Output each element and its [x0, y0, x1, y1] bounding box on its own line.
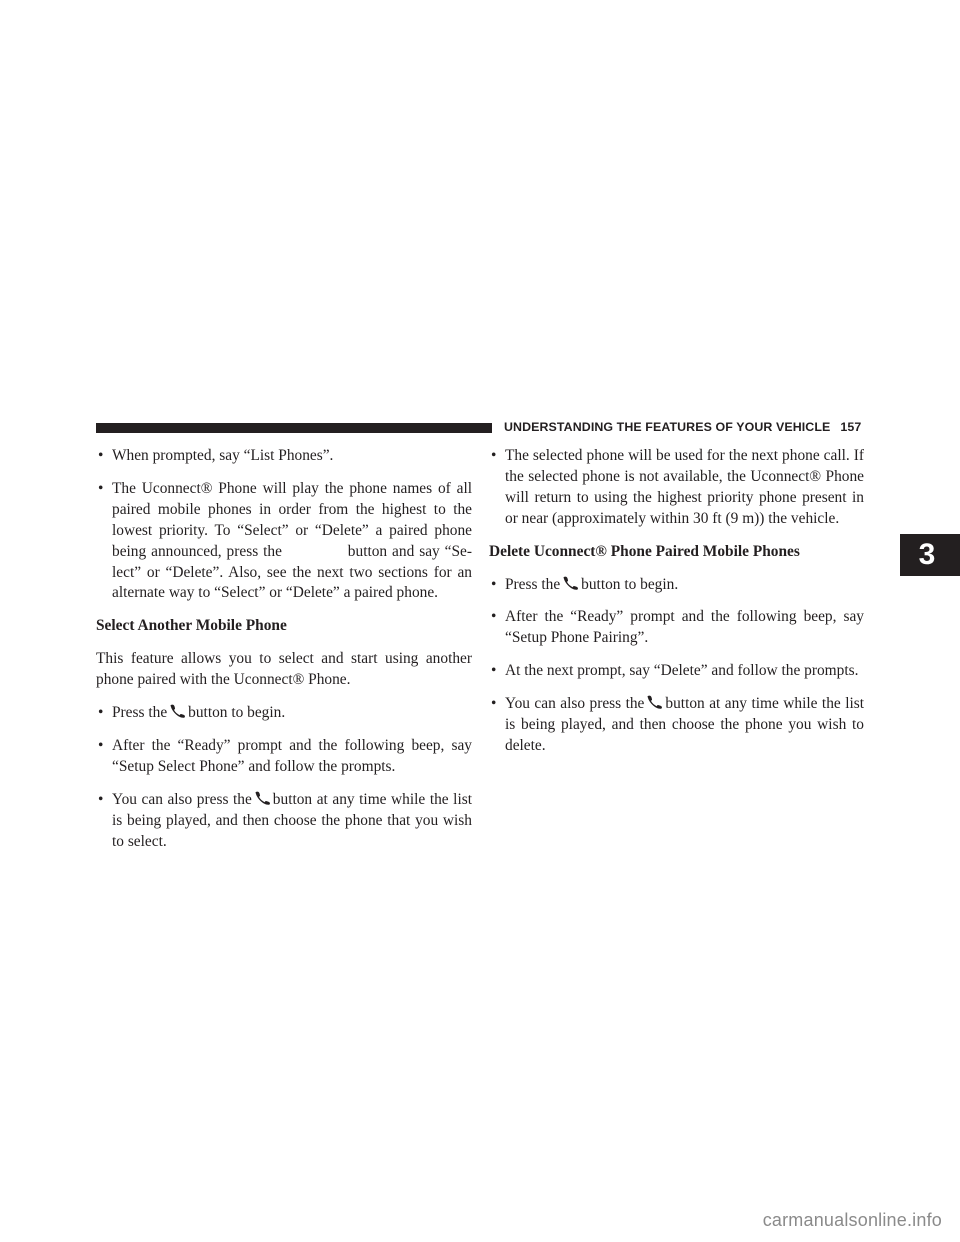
list-item-text: The Uconnect® Phone will play the phone names of all paired mobile phones in order from the highest to the lowest priority. To “Select” or “Delete” a paired phone being announced, press the: [112, 479, 472, 560]
list-item: [489, 694, 864, 757]
list-item-text: button to begin.: [188, 704, 286, 722]
list-item-text: After the “Ready” prompt and the following beep, say “Setup Phone Pairing”.: [505, 608, 864, 647]
list-item-text: button and say “Se- lect” or “Delete”. Also, see the next two sections for an alternate way to “Select” or “Delete” a paired phone.: [112, 542, 472, 602]
list-item-text: You can also press the: [505, 695, 645, 713]
list-item-text: When prompted, say “List Phones”.: [112, 447, 334, 464]
page-number: 157: [840, 420, 862, 434]
bullet: •: [98, 790, 104, 808]
list-item-text: Press the: [112, 704, 168, 722]
header-title: UNDERSTANDING THE FEATURES OF YOUR VEHICLE: [504, 420, 831, 434]
header-rule: [96, 423, 492, 433]
bullet: •: [491, 662, 497, 680]
bullet: •: [98, 736, 104, 754]
list-item-text: After the “Ready” prompt and the following beep, say “Setup Select Phone” and follow the prompts.: [112, 736, 472, 775]
list-item: [489, 446, 864, 530]
list-item-text: button to begin.: [581, 575, 679, 593]
list-item: [96, 479, 472, 604]
bullet: •: [491, 575, 497, 593]
bullet: •: [98, 704, 104, 722]
list-item: [96, 790, 472, 853]
list-item-text: You can also press the: [112, 790, 252, 808]
list-item: [489, 607, 864, 649]
list-item-text: button at any time while the list is being played, and then choose the phone that you wish to select.: [112, 790, 472, 850]
phone-handset-icon: [646, 695, 664, 709]
section-heading: Select Another Mobile Phone: [96, 617, 287, 635]
section-heading: Delete Uconnect® Phone Paired Mobile Phones: [489, 542, 800, 560]
list-item-text: button at any time while the list is being played, and then choose the phone you wish to delete.: [505, 695, 865, 754]
phone-handset-icon: [169, 704, 187, 718]
list-item: [96, 446, 472, 467]
bullet: •: [491, 695, 497, 713]
bullet: •: [98, 479, 104, 497]
bullet: •: [491, 608, 497, 626]
phone-handset-icon: [562, 576, 580, 590]
phone-handset-icon: [254, 791, 272, 805]
list-item-text: Press the: [505, 575, 561, 593]
list-item: [489, 575, 864, 596]
chapter-number: 3: [918, 538, 936, 571]
bullet: •: [491, 447, 497, 464]
paragraph: This feature allows you to select and start using another phone paired with the Uconnect® Phone.: [96, 650, 472, 689]
list-item-text: At the next prompt, say “Delete” and follow the prompts.: [505, 662, 859, 680]
list-item: [96, 703, 472, 724]
left-column: [96, 446, 472, 865]
running-header: [504, 417, 866, 437]
bullet: •: [98, 447, 104, 464]
watermark: carmanualsonline.info: [762, 1210, 942, 1230]
list-item-text: The selected phone will be used for the next phone call. If the selected phone is not available, the Uconnect® Phone will return to using the highest priority phone present in or near (approximately within 30 ft (9 m)) the vehicle.: [505, 447, 864, 527]
chapter-tab: [900, 534, 960, 576]
list-item: [489, 661, 864, 682]
right-column: [489, 446, 864, 769]
list-item: [96, 736, 472, 778]
